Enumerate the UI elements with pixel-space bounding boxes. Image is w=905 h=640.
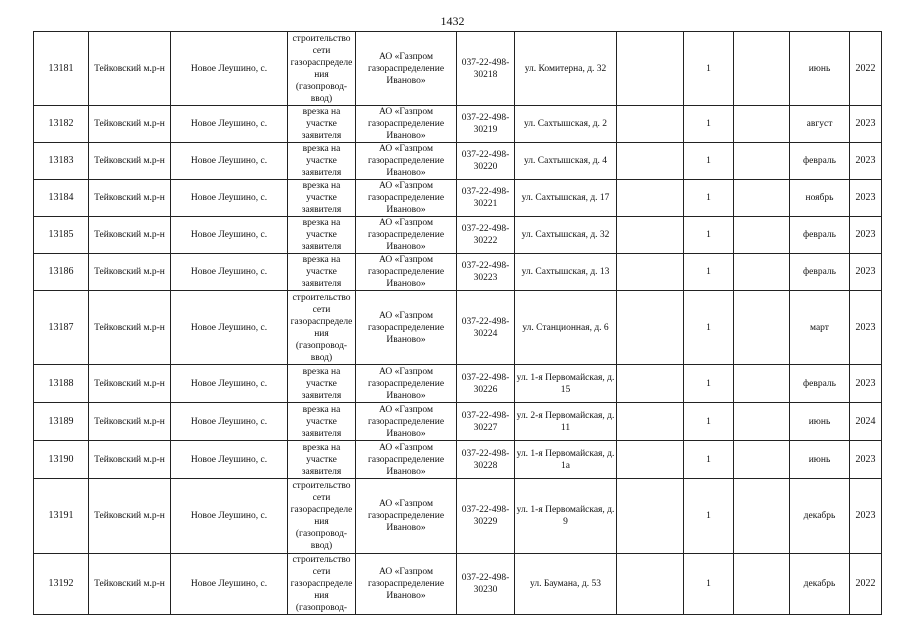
work-type-cell: врезка на участке заявителя xyxy=(288,403,356,441)
code-cell: 037-22-498-30230 xyxy=(457,554,515,615)
code-cell: 037-22-498-30226 xyxy=(457,365,515,403)
table-row xyxy=(34,365,882,403)
settlement-cell: Новое Леушино, с. xyxy=(171,479,288,554)
settlement-cell: Новое Леушино, с. xyxy=(171,254,288,291)
organization-cell: АО «Газпром газораспределение Иваново» xyxy=(356,291,457,365)
empty-cell xyxy=(617,106,684,143)
year-cell: 2022 xyxy=(850,32,882,106)
month-cell: февраль xyxy=(790,143,850,180)
count-cell: 1 xyxy=(684,365,734,403)
row-number: 13192 xyxy=(34,554,89,615)
year-cell: 2023 xyxy=(850,479,882,554)
year-cell: 2023 xyxy=(850,106,882,143)
table-row xyxy=(34,291,882,365)
empty-cell xyxy=(734,554,790,615)
year-cell: 2024 xyxy=(850,403,882,441)
code-cell: 037-22-498-30224 xyxy=(457,291,515,365)
count-cell: 1 xyxy=(684,180,734,217)
table-row xyxy=(34,106,882,143)
row-number: 13181 xyxy=(34,32,89,106)
table-row xyxy=(34,441,882,479)
empty-cell xyxy=(734,254,790,291)
count-cell: 1 xyxy=(684,32,734,106)
empty-cell xyxy=(734,291,790,365)
month-cell: июнь xyxy=(790,32,850,106)
code-cell: 037-22-498-30229 xyxy=(457,479,515,554)
work-type-cell: строительство сети газораспределения (газопровод-ввод) xyxy=(288,291,356,365)
address-cell: ул. 1-я Первомайская, д. 1а xyxy=(515,441,617,479)
empty-cell xyxy=(734,217,790,254)
address-cell: ул. 1-я Первомайская, д. 9 xyxy=(515,479,617,554)
page-number: 1432 xyxy=(440,14,465,28)
year-cell: 2023 xyxy=(850,180,882,217)
row-number: 13188 xyxy=(34,365,89,403)
settlement-cell: Новое Леушино, с. xyxy=(171,403,288,441)
district-cell: Тейковский м.р-н xyxy=(89,106,171,143)
empty-cell xyxy=(734,32,790,106)
settlement-cell: Новое Леушино, с. xyxy=(171,217,288,254)
row-number: 13187 xyxy=(34,291,89,365)
work-type-cell: врезка на участке заявителя xyxy=(288,143,356,180)
code-cell: 037-22-498-30218 xyxy=(457,32,515,106)
table-row xyxy=(34,143,882,180)
empty-cell xyxy=(617,365,684,403)
table-row xyxy=(34,254,882,291)
organization-cell: АО «Газпром газораспределение Иваново» xyxy=(356,217,457,254)
work-type-cell: врезка на участке заявителя xyxy=(288,365,356,403)
empty-cell xyxy=(734,180,790,217)
empty-cell xyxy=(617,254,684,291)
empty-cell xyxy=(617,554,684,615)
month-cell: июнь xyxy=(790,441,850,479)
count-cell: 1 xyxy=(684,106,734,143)
organization-cell: АО «Газпром газораспределение Иваново» xyxy=(356,143,457,180)
settlement-cell: Новое Леушино, с. xyxy=(171,106,288,143)
district-cell: Тейковский м.р-н xyxy=(89,254,171,291)
empty-cell xyxy=(617,32,684,106)
empty-cell xyxy=(734,106,790,143)
gasification-table xyxy=(33,31,882,615)
address-cell: ул. 2-я Первомайская, д. 11 xyxy=(515,403,617,441)
empty-cell xyxy=(617,217,684,254)
code-cell: 037-22-498-30221 xyxy=(457,180,515,217)
table-row xyxy=(34,217,882,254)
year-cell: 2023 xyxy=(850,441,882,479)
year-cell: 2023 xyxy=(850,254,882,291)
table-row xyxy=(34,554,882,615)
empty-cell xyxy=(617,291,684,365)
code-cell: 037-22-498-30228 xyxy=(457,441,515,479)
settlement-cell: Новое Леушино, с. xyxy=(171,291,288,365)
district-cell: Тейковский м.р-н xyxy=(89,291,171,365)
work-type-cell: строительство сети газораспределения (газопровод- xyxy=(288,554,356,615)
table-row xyxy=(34,403,882,441)
empty-cell xyxy=(617,441,684,479)
address-cell: ул. Сахтышская, д. 17 xyxy=(515,180,617,217)
month-cell: февраль xyxy=(790,254,850,291)
work-type-cell: строительство сети газораспределения (газопровод-ввод) xyxy=(288,32,356,106)
district-cell: Тейковский м.р-н xyxy=(89,217,171,254)
address-cell: ул. Сахтышская, д. 32 xyxy=(515,217,617,254)
settlement-cell: Новое Леушино, с. xyxy=(171,143,288,180)
empty-cell xyxy=(617,479,684,554)
month-cell: декабрь xyxy=(790,554,850,615)
organization-cell: АО «Газпром газораспределение Иваново» xyxy=(356,180,457,217)
address-cell: ул. Сахтышская, д. 2 xyxy=(515,106,617,143)
work-type-cell: строительство сети газораспределения (газопровод-ввод) xyxy=(288,479,356,554)
district-cell: Тейковский м.р-н xyxy=(89,180,171,217)
count-cell: 1 xyxy=(684,217,734,254)
district-cell: Тейковский м.р-н xyxy=(89,479,171,554)
organization-cell: АО «Газпром газораспределение Иваново» xyxy=(356,32,457,106)
organization-cell: АО «Газпром газораспределение Иваново» xyxy=(356,106,457,143)
row-number: 13190 xyxy=(34,441,89,479)
organization-cell: АО «Газпром газораспределение Иваново» xyxy=(356,365,457,403)
table-row xyxy=(34,32,882,106)
settlement-cell: Новое Леушино, с. xyxy=(171,365,288,403)
month-cell: август xyxy=(790,106,850,143)
count-cell: 1 xyxy=(684,441,734,479)
count-cell: 1 xyxy=(684,143,734,180)
count-cell: 1 xyxy=(684,291,734,365)
address-cell: ул. Баумана, д. 53 xyxy=(515,554,617,615)
row-number: 13191 xyxy=(34,479,89,554)
organization-cell: АО «Газпром газораспределение Иваново» xyxy=(356,403,457,441)
settlement-cell: Новое Леушино, с. xyxy=(171,441,288,479)
empty-cell xyxy=(617,180,684,217)
empty-cell xyxy=(734,143,790,180)
work-type-cell: врезка на участке заявителя xyxy=(288,106,356,143)
row-number: 13186 xyxy=(34,254,89,291)
count-cell: 1 xyxy=(684,403,734,441)
table-body xyxy=(34,32,882,615)
year-cell: 2023 xyxy=(850,143,882,180)
count-cell: 1 xyxy=(684,554,734,615)
work-type-cell: врезка на участке заявителя xyxy=(288,217,356,254)
month-cell: ноябрь xyxy=(790,180,850,217)
district-cell: Тейковский м.р-н xyxy=(89,441,171,479)
code-cell: 037-22-498-30219 xyxy=(457,106,515,143)
organization-cell: АО «Газпром газораспределение Иваново» xyxy=(356,254,457,291)
month-cell: февраль xyxy=(790,217,850,254)
address-cell: ул. 1-я Первомайская, д. 15 xyxy=(515,365,617,403)
empty-cell xyxy=(617,143,684,180)
address-cell: ул. Сахтышская, д. 13 xyxy=(515,254,617,291)
empty-cell xyxy=(734,441,790,479)
work-type-cell: врезка на участке заявителя xyxy=(288,441,356,479)
empty-cell xyxy=(734,479,790,554)
address-cell: ул. Сахтышская, д. 4 xyxy=(515,143,617,180)
organization-cell: АО «Газпром газораспределение Иваново» xyxy=(356,554,457,615)
year-cell: 2022 xyxy=(850,554,882,615)
month-cell: июнь xyxy=(790,403,850,441)
work-type-cell: врезка на участке заявителя xyxy=(288,180,356,217)
work-type-cell: врезка на участке заявителя xyxy=(288,254,356,291)
month-cell: март xyxy=(790,291,850,365)
organization-cell: АО «Газпром газораспределение Иваново» xyxy=(356,479,457,554)
settlement-cell: Новое Леушино, с. xyxy=(171,554,288,615)
empty-cell xyxy=(617,403,684,441)
code-cell: 037-22-498-30227 xyxy=(457,403,515,441)
year-cell: 2023 xyxy=(850,217,882,254)
settlement-cell: Новое Леушино, с. xyxy=(171,32,288,106)
code-cell: 037-22-498-30220 xyxy=(457,143,515,180)
organization-cell: АО «Газпром газораспределение Иваново» xyxy=(356,441,457,479)
address-cell: ул. Комитерна, д. 32 xyxy=(515,32,617,106)
empty-cell xyxy=(734,365,790,403)
row-number: 13185 xyxy=(34,217,89,254)
district-cell: Тейковский м.р-н xyxy=(89,143,171,180)
row-number: 13183 xyxy=(34,143,89,180)
row-number: 13189 xyxy=(34,403,89,441)
empty-cell xyxy=(734,403,790,441)
year-cell: 2023 xyxy=(850,365,882,403)
month-cell: февраль xyxy=(790,365,850,403)
table-row xyxy=(34,479,882,554)
code-cell: 037-22-498-30223 xyxy=(457,254,515,291)
address-cell: ул. Станционная, д. 6 xyxy=(515,291,617,365)
code-cell: 037-22-498-30222 xyxy=(457,217,515,254)
table-row xyxy=(34,180,882,217)
district-cell: Тейковский м.р-н xyxy=(89,365,171,403)
district-cell: Тейковский м.р-н xyxy=(89,554,171,615)
row-number: 13182 xyxy=(34,106,89,143)
month-cell: декабрь xyxy=(790,479,850,554)
district-cell: Тейковский м.р-н xyxy=(89,32,171,106)
count-cell: 1 xyxy=(684,254,734,291)
year-cell: 2023 xyxy=(850,291,882,365)
row-number: 13184 xyxy=(34,180,89,217)
settlement-cell: Новое Леушино, с. xyxy=(171,180,288,217)
count-cell: 1 xyxy=(684,479,734,554)
district-cell: Тейковский м.р-н xyxy=(89,403,171,441)
